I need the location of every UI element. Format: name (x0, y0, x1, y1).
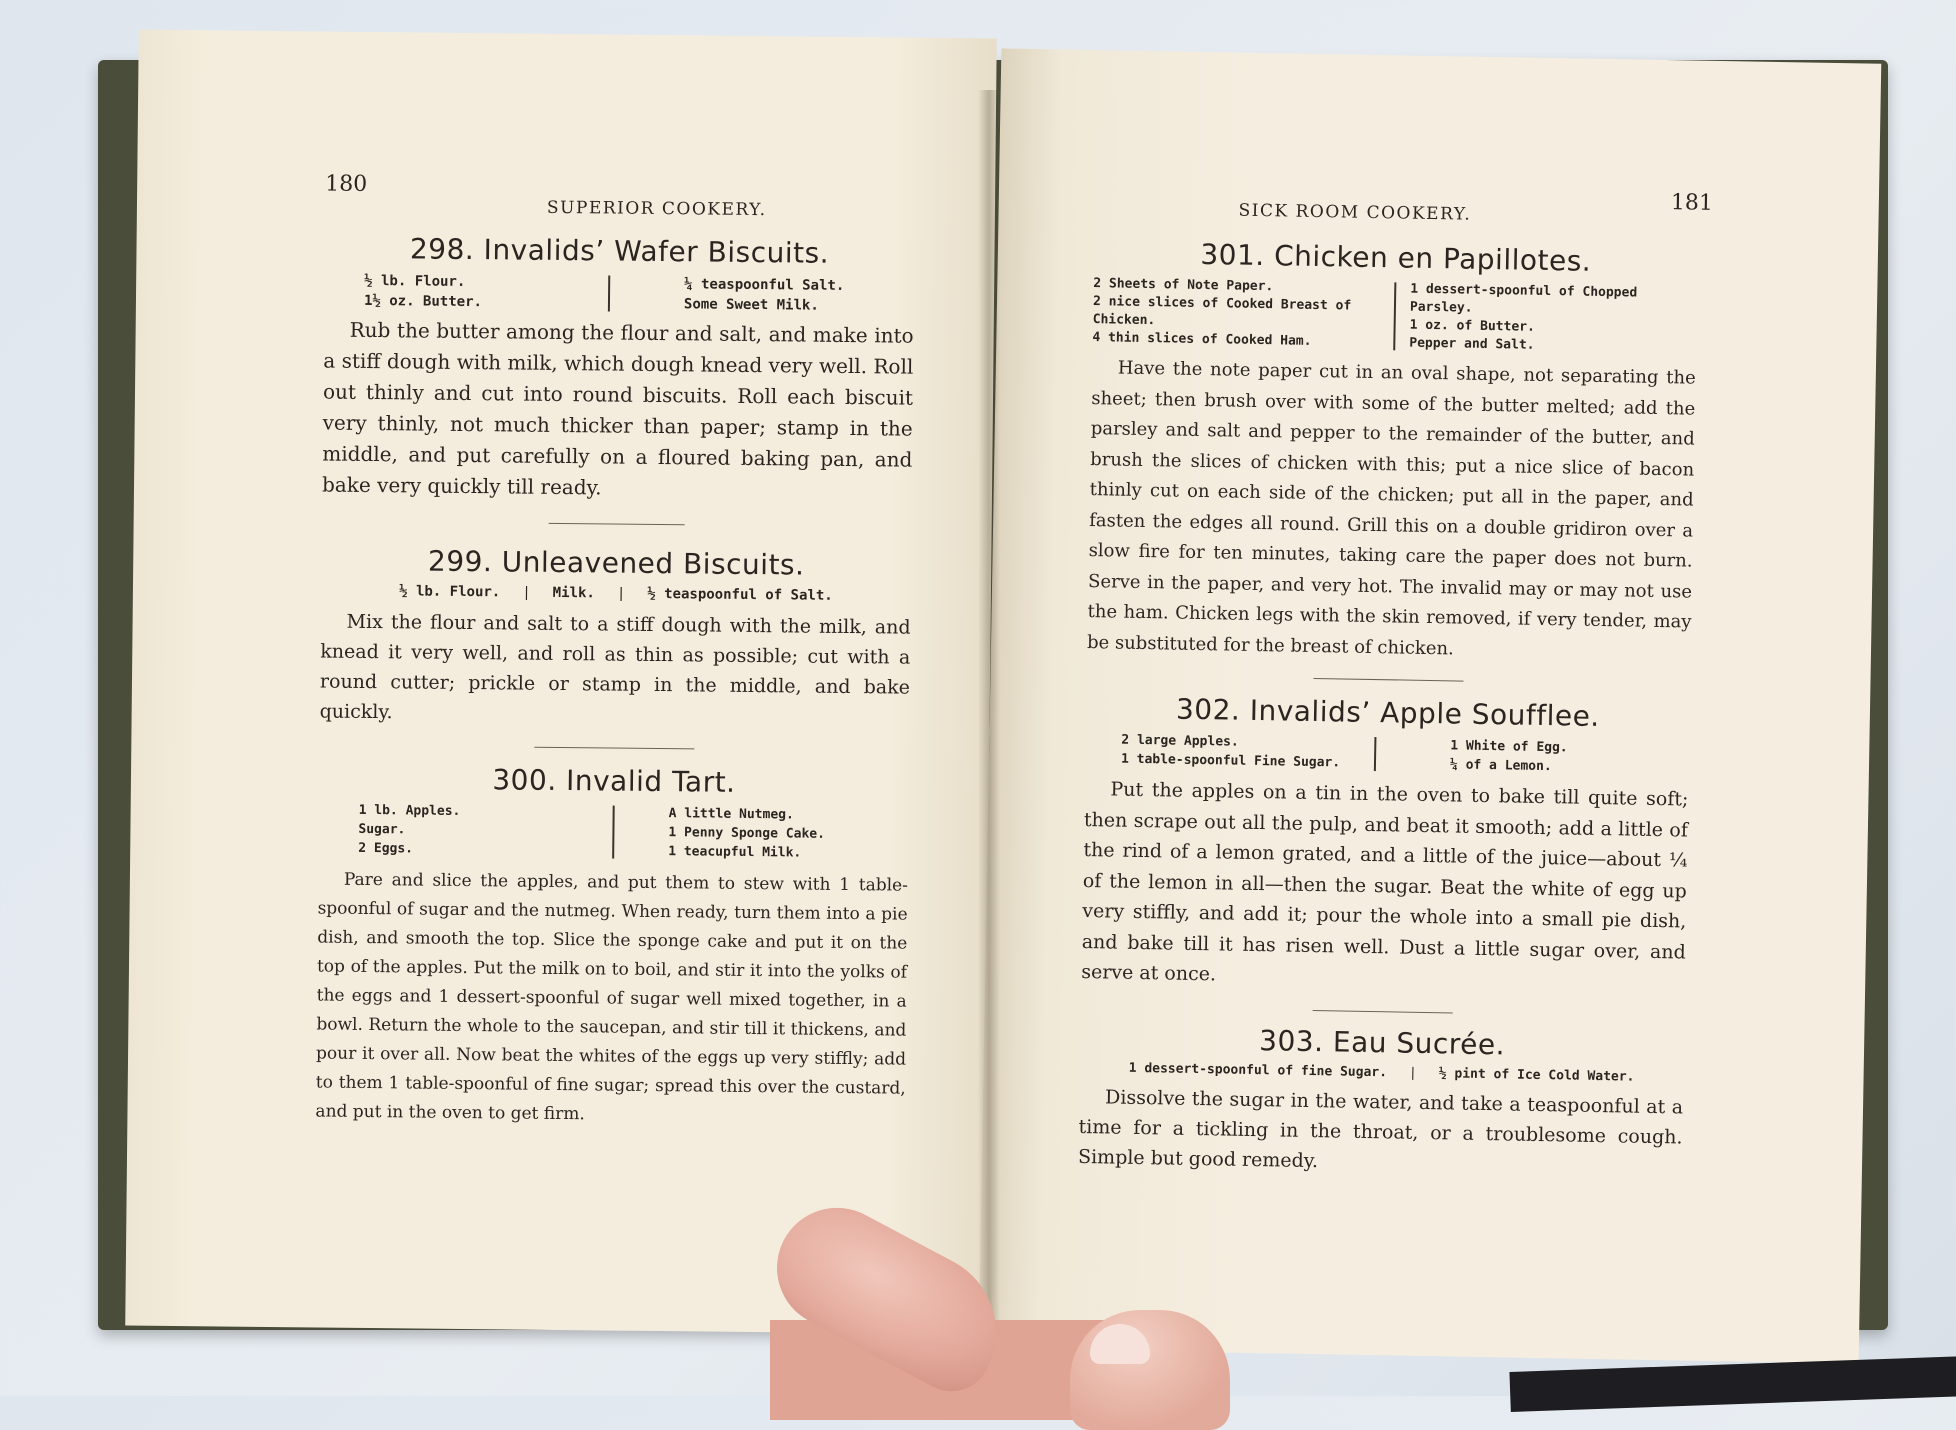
page-number: 180 (325, 171, 368, 197)
ingredient: 2 nice slices of Cooked Breast of Chicken. (1092, 294, 1352, 329)
ingredient: 1 lb. Apples. (358, 802, 461, 819)
ingredient: ¼ teaspoonful Salt. (684, 276, 845, 294)
section-divider (549, 523, 685, 525)
recipe-text: Put the apples on a tin in the oven to bake till quite soft; then scrape out all the pulp, and beat it smooth; add a little of the rind of a lemon grated, and a little of the juice—about ¼ of the lemon in all—then the sugar. Beat the white of egg up very stiffly, and add it; pour the whole into a small pie dish, and bake till it has risen well. Dust a little sugar over, and serve at once. (1081, 778, 1689, 986)
ingredient: Pepper and Salt. (1409, 335, 1535, 353)
right-page-content (1078, 236, 1698, 1182)
recipe-title: 303. Eau Sucrée. (1258, 1023, 1506, 1061)
ingredient: 2 large Apples. (1121, 732, 1239, 750)
recipe-text: Pare and slice the apples, and put them to stew with 1 table-spoonful of sugar and the nutmeg. When ready, turn them into a pie dish, and smooth the top. Slice the sponge cake and put it on the top of the apples. Put the milk on to boil, and stir it into the yolks of the eggs and 1 dessert-spoonful of sugar well mixed together, in a bowl. Return the whole to the saucepan, and stir till it thickens, and pour it over all. Now beat the whites of the eggs up very stiffly; add to them 1 table-spoonful of fine sugar; spread this over the custard, and put in the oven to get firm. (315, 869, 908, 1125)
ingredients-left (358, 801, 599, 861)
ingredients (358, 801, 909, 864)
column-divider (608, 275, 610, 311)
recipe-302 (1081, 691, 1690, 998)
recipe-title: 301. Chicken en Papillotes. (1200, 237, 1592, 278)
column-divider: | (1408, 1065, 1417, 1081)
ingredient: 2 Eggs. (358, 840, 414, 857)
ingredient: 1 table-spoonful Fine Sugar. (1120, 751, 1341, 771)
ingredient: Some Sweet Milk. (683, 296, 819, 314)
left-page-content (315, 232, 914, 1133)
dark-sleeve (1509, 1356, 1956, 1412)
ingredients-right (624, 274, 914, 317)
ingredients-left (364, 271, 594, 313)
running-head: SUPERIOR COOKERY. (546, 197, 767, 221)
section-divider (534, 747, 694, 750)
ingredients-left (1092, 275, 1380, 352)
ingredient: 1½ oz. Butter. (363, 292, 483, 311)
ingredient: A little Nutmeg. (668, 806, 794, 823)
column-divider: | (522, 584, 531, 601)
column-divider: | (616, 585, 626, 602)
ingredients-right (628, 804, 909, 864)
ingredient: 1 White of Egg. (1450, 738, 1568, 756)
ingredient: 2 Sheets of Note Paper. (1093, 276, 1274, 295)
ingredient: ½ lb. Flour. (399, 583, 501, 601)
running-head: SICK ROOM COOKERY. (1238, 200, 1472, 225)
ingredients-left (1121, 731, 1361, 773)
left-page (125, 30, 997, 1335)
ingredient: ½ teaspoonful of Salt. (647, 585, 833, 604)
ingredients (321, 580, 911, 606)
ingredients-right (1390, 735, 1690, 778)
column-divider (1393, 282, 1396, 350)
ingredients-right (1409, 281, 1697, 358)
ingredient: 1 teacupful Milk. (668, 844, 802, 861)
hand-thumb (1070, 1310, 1230, 1430)
ingredients-inline (321, 580, 911, 606)
page-number: 181 (1670, 190, 1714, 216)
ingredient: 4 thin slices of Cooked Ham. (1092, 330, 1312, 349)
recipe-title: 302. Invalids’ Apple Soufflee. (1175, 692, 1601, 733)
recipe-text: Have the note paper cut in an oval shape, not separating the sheet; then brush over with some of the butter melted; add the parsley and salt and pepper to the remainder of the butter, and brush the slices of chicken with this; put a nice slice of bacon thinly cut on each side of the chicken; put all in the paper, and fasten the edges all round. Grill this on a double gridiron over a slow fire for ten minutes, taking care the paper does not burn. Serve in the paper, and very hot. The invalid may or may not use the ham. Chicken legs with the skin removed, if very tender, may be substituted for the breast of chicken. (1086, 357, 1696, 659)
recipe-299 (320, 543, 912, 732)
recipe-298 (322, 232, 915, 507)
recipe-title: 300. Invalid Tart. (492, 763, 736, 799)
section-divider (1313, 678, 1463, 682)
ingredients (1092, 275, 1697, 358)
section-divider (1313, 1009, 1453, 1012)
column-divider (612, 806, 615, 859)
ingredients (364, 271, 914, 317)
recipe-text: Mix the flour and salt to a stiff dough with the milk, and knead it very well, and roll as thin as possible; cut with a round cutter; prickle or stamp in the middle, and bake quickly. (319, 610, 911, 724)
ingredient: 1 oz. of Butter. (1409, 317, 1535, 335)
recipe-301 (1087, 236, 1698, 668)
ingredient: Sugar. (358, 821, 406, 838)
ingredient: Milk. (552, 584, 595, 602)
ingredient: 1 Penny Sponge Cake. (668, 825, 826, 842)
recipe-text: Rub the butter among the flour and salt, and make into a stiff dough with milk, which dough knead very well. Roll out thinly and cut into round biscuits. Roll each biscuit very thinly, not much thicker than paper; stamp in the middle, and put carefully on a floured baking pan, and bake very quickly till ready. (321, 317, 914, 500)
ingredients (1121, 731, 1690, 779)
ingredient: ½ lb. Flour. (364, 272, 466, 290)
recipe-title: 298. Invalids’ Wafer Biscuits. (409, 232, 830, 270)
right-page (979, 48, 1882, 1363)
column-divider (1374, 737, 1377, 771)
ingredient: 1 dessert-spoonful of Chopped Parsley. (1409, 281, 1638, 316)
ingredient: ½ pint of Ice Cold Water. (1438, 1065, 1635, 1085)
recipe-300 (315, 761, 909, 1132)
book-gutter (978, 90, 1000, 1320)
recipe-title: 299. Unleavened Biscuits. (427, 544, 805, 582)
recipe-text: Dissolve the sugar in the water, and take a teaspoonful at a time for a tickling in the throat, or a troublesome cough. Simple but good remedy. (1077, 1085, 1684, 1172)
recipe-303 (1078, 1020, 1685, 1182)
ingredient: ¼ of a Lemon. (1449, 757, 1552, 775)
ingredient: 1 dessert-spoonful of fine Sugar. (1128, 1060, 1388, 1080)
